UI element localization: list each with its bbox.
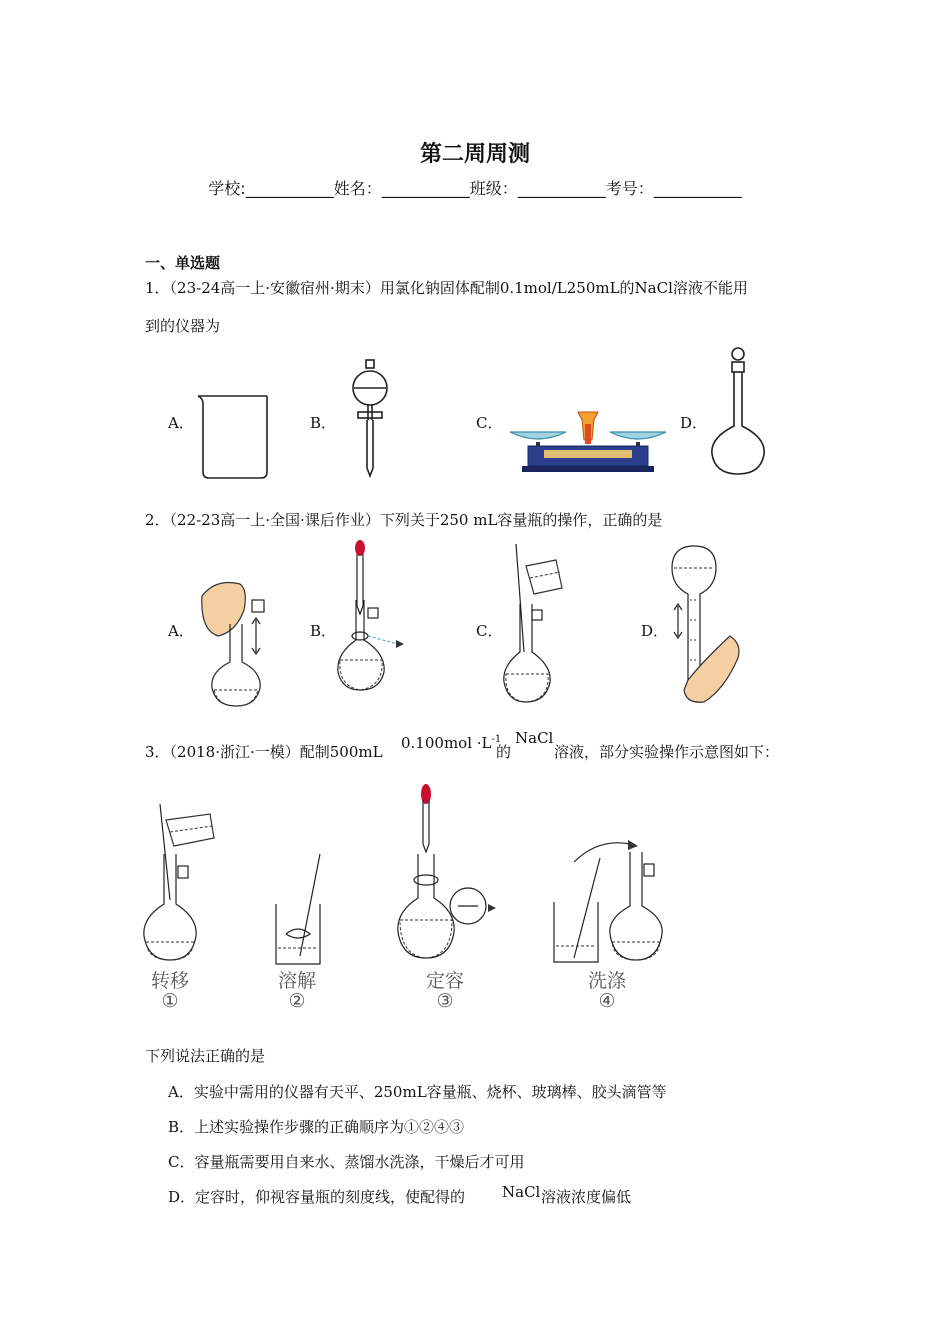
q2-option-a-label: A． bbox=[168, 622, 194, 640]
q2-text: 2．（22-23高一上·全国·课后作业）下列关于250 mL容量瓶的操作，正确的是 bbox=[145, 511, 663, 529]
step4-label: 洗涤 bbox=[587, 970, 626, 992]
q2-option-d-label: D． bbox=[641, 622, 669, 640]
step3-number: ③ bbox=[436, 990, 454, 1012]
q3-nacl: NaCl bbox=[515, 729, 554, 747]
volumetric-flask-icon bbox=[705, 346, 775, 478]
transfer-step-icon bbox=[140, 800, 230, 968]
q3-choice-d-post: 溶液浓度偏低 bbox=[541, 1188, 632, 1206]
q3-text-post: 溶液，部分实验操作示意图如下： bbox=[554, 743, 780, 761]
q3-choice-c: C．容量瓶需要用自来水、蒸馏水洗涤，干燥后才可用 bbox=[168, 1153, 525, 1171]
q1-option-b-label: B． bbox=[310, 414, 337, 432]
q1-option-a-label: A． bbox=[168, 414, 194, 432]
beaker-icon bbox=[195, 392, 275, 482]
pouring-rod-flask-icon bbox=[500, 540, 580, 712]
inverted-flask-hand-icon bbox=[664, 540, 748, 712]
q2-option-b-label: B． bbox=[310, 622, 337, 640]
q3-concentration-exponent: -1 bbox=[491, 734, 502, 745]
separatory-funnel-icon bbox=[350, 360, 390, 480]
dropper-flask-eye-icon bbox=[334, 540, 414, 712]
step1-label: 转移 bbox=[150, 970, 189, 992]
q3-de: 的 bbox=[496, 743, 512, 761]
q3-choice-d-nacl: NaCl bbox=[502, 1183, 541, 1201]
step4-number: ④ bbox=[598, 990, 616, 1012]
q1-line1: 1．（23-24高一上·安徽宿州·期末）用氯化钠固体配制0.1mol/L250mL的NaCl溶液不能用 bbox=[145, 279, 748, 297]
q1-line2: 到的仪器为 bbox=[145, 317, 221, 335]
q2-option-c-label: C． bbox=[476, 622, 503, 640]
step2-label: 溶解 bbox=[277, 970, 316, 992]
wash-step-icon bbox=[550, 834, 670, 968]
q3-concentration-value: 0.100mol ·L bbox=[401, 734, 492, 752]
q3-concentration bbox=[401, 730, 501, 753]
set-volume-step-icon bbox=[392, 782, 512, 968]
q1-option-c-label: C． bbox=[476, 414, 503, 432]
q3-text-pre: 3．（2018·浙江·一模）配制500mL bbox=[145, 743, 383, 761]
student-info-line: 学校:___________姓名：___________班级：___________考号：___________ bbox=[208, 179, 742, 198]
section-heading: 一、单选题 bbox=[145, 254, 221, 272]
step3-label: 定容 bbox=[425, 970, 464, 992]
q3-choice-a: A．实验中需用的仪器有天平、250mL容量瓶、烧杯、玻璃棒、胶头滴管等 bbox=[168, 1083, 667, 1101]
shaking-flask-hand-icon bbox=[196, 576, 276, 712]
q3-prompt: 下列说法正确的是 bbox=[145, 1047, 266, 1065]
step2-number: ② bbox=[288, 990, 306, 1012]
q3-choice-d-pre: D．定容时，仰视容量瓶的刻度线，使配得的 bbox=[168, 1188, 466, 1206]
step1-number: ① bbox=[161, 990, 179, 1012]
dissolve-step-icon bbox=[272, 852, 332, 968]
q3-choice-b: B．上述实验操作步骤的正确顺序为①②④③ bbox=[168, 1118, 465, 1136]
page-title: 第二周周测 bbox=[419, 141, 530, 167]
q1-option-d-label: D． bbox=[680, 414, 708, 432]
balance-icon bbox=[508, 406, 668, 476]
